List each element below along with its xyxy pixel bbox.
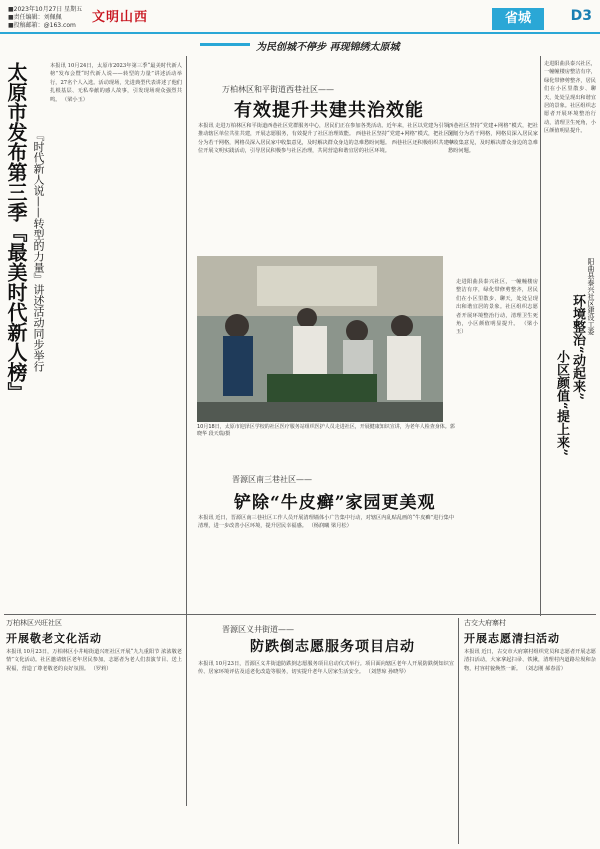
side-body-top bbox=[544, 60, 596, 250]
editor-line: ■责任编辑：刘佩佩 bbox=[8, 14, 62, 21]
main-photo bbox=[197, 256, 443, 422]
main-body-c: 西巷社区还积极组织共建单位开展文明实践活动，引导居民积极参与社区治理，共同营造和谐宜居的社区环境。 bbox=[198, 139, 454, 155]
banner bbox=[200, 38, 560, 52]
bottom-right-headline: 开展志愿清扫活动 bbox=[464, 632, 560, 645]
banner-bar bbox=[200, 43, 250, 46]
bottom-mid-author: （刘慧琼 孙晓琴） bbox=[365, 669, 409, 676]
bottom-left-headline: 开展敬老文化活动 bbox=[6, 632, 102, 645]
second-author: （杨润曦 梁月松） bbox=[308, 523, 352, 530]
masthead-info bbox=[8, 6, 82, 30]
lead-subhead: 『时代新人说——转型的力量』讲述活动同步举行 bbox=[32, 130, 45, 372]
bottom-right-text: 本报讯 近日，古交市大府寨村组织党员和志愿者开展志愿清扫活动，大家拿起扫帚、铁锹，清理村内道路垃圾和杂物，村容村貌焕然一新。 bbox=[464, 649, 596, 672]
side-body-top-text: 走进阳曲县泰兴社区，一幢幢楼房整洁有序，绿化带修剪整齐，居民们在小区里散步、聊天，处处呈现出和谐宜居的景象。社区组织志愿者开展环境整治行动，清理卫生死角，小区颜值明显提升。 bbox=[544, 61, 596, 135]
side-rule bbox=[540, 56, 541, 616]
second-kicker: 晋源区南三巷社区—— bbox=[232, 475, 312, 484]
page-number: D3 bbox=[570, 8, 592, 24]
bottom-mid-kicker: 晋源区义井街道—— bbox=[222, 625, 294, 634]
second-headline: 铲除“牛皮癣”家园更美观 bbox=[234, 493, 436, 513]
second-body-text: 本报讯 近日，晋源区南三巷社区工作人员开展清理墙体小广告集中行动，对辖区内乱贴乱画的“牛皮癣”进行集中清理，进一步改善小区环境，提升居民幸福感。 bbox=[198, 515, 454, 530]
bottom-left-kicker: 万柏林区兴旺社区 bbox=[6, 619, 62, 627]
main-headline: 有效提升共建共治效能 bbox=[234, 100, 424, 121]
bottom-right-author: （刘志刚 郝春雷） bbox=[522, 665, 566, 672]
main-right-text: 西巷社区坚持“党建+网格”模式，把社区划分为若干网格，网格员深入居民家中收集意见，及时解决群众身边的急难愁盼问题。 bbox=[448, 123, 538, 155]
masthead-rule bbox=[0, 32, 600, 34]
side-body-text: 走进阳曲县泰兴社区，一幢幢楼房整洁有序，绿化带修剪整齐，居民们在小区里散步、聊天，处处呈现出和谐宜居的景象。社区组织志愿者开展环境整治行动，清理卫生死角，小区颜值明显提升。 bbox=[456, 279, 538, 328]
bottom-left-body bbox=[6, 648, 182, 844]
side-body bbox=[456, 278, 538, 608]
side-author: （梁小玉） bbox=[456, 321, 538, 336]
bottom-right-body bbox=[464, 648, 596, 844]
bottom-divider bbox=[4, 614, 596, 615]
email-line: ■投稿邮箱：@163.com bbox=[8, 22, 76, 29]
main-body-a: 本报讯 走进万柏林区和平街道西巷社区党群服务中心，居民们正在参加各类活动。近年来，社区以党建为引领，推动辖区单位共驻共建，开展志愿服务，有效提升了社区治理效能。 bbox=[198, 123, 454, 138]
bottom-right-kicker: 古交大府寨村 bbox=[464, 619, 506, 627]
side-headline-a: 环境整治“动起来” bbox=[570, 294, 585, 400]
bottom-mid-text: 本报讯 10月23日，晋源区义井街道防跌倒志愿服务项目启动仪式举行。项目面向辖区老年人开展防跌倒知识宣传、居家环境评估及适老化改造等服务，切实提升老年人居家生活安全。 bbox=[198, 661, 454, 676]
main-photo-caption: 10月18日，太原市迎泽区学校的社区医疗服务站组织医护人员走进社区，开展健康知识宣讲，为老年人检查身体。郭晓华 段天瑞/摄 bbox=[197, 424, 455, 437]
bottom-left-text: 本报讯 10月23日，万柏林区小井峪街道兴旺社区开展“九九重阳节 浓浓敬老情”文化活动。社区邀请辖区老年居民参加，志愿者为老人们表演节目、送上祝福，营造了尊老敬老的良好氛围。 bbox=[6, 649, 182, 672]
bottom-right-rule bbox=[458, 618, 459, 844]
bottom-mid-body bbox=[198, 660, 454, 844]
left-column-rule bbox=[186, 56, 187, 806]
bottom-mid-headline: 防跌倒志愿服务项目启动 bbox=[250, 639, 415, 655]
section-badge: 省城 bbox=[492, 8, 544, 30]
bottom-left-author: （罗莉） bbox=[90, 665, 112, 672]
banner-text: 为民创城不停步 再现锦绣太原城 bbox=[256, 42, 400, 53]
second-body bbox=[198, 514, 454, 602]
main-body-b: 西巷社区坚持“党建+网格”模式，把社区划分为若干网格，网格员深入居民家中收集意见，及时解决群众身边的急难愁盼问题。 bbox=[198, 131, 454, 146]
lead-body bbox=[50, 62, 182, 602]
masthead bbox=[0, 0, 600, 32]
main-right-column bbox=[448, 122, 538, 272]
date-line: ■2023年10月27日 星期五 bbox=[8, 6, 83, 13]
main-kicker: 万柏林区和平街道西巷社区—— bbox=[222, 85, 334, 94]
masthead-logo: 文明山西 bbox=[92, 10, 149, 25]
main-photo-illustration bbox=[197, 256, 443, 422]
main-body bbox=[198, 122, 454, 248]
side-kicker: 阳曲县泰兴社区建设工委 bbox=[587, 258, 595, 335]
lead-body-text: 本报讯 10月24日，太原市2023年第三季“最美时代新人榜”发布会暨“时代新人说——转型的力量”讲述活动举行，27名个人入选。活动现场，先进典型代表讲述了他们扎根基层、无私奉献的感人故事，引发现场观众强烈共鸣。 bbox=[50, 63, 182, 103]
side-headline-b: 小区颜值“提上来” bbox=[554, 350, 569, 456]
lead-headline: 太原市发布第三季『最美时代新人榜』 bbox=[4, 62, 28, 402]
lead-author: （梁小玉） bbox=[62, 96, 88, 103]
